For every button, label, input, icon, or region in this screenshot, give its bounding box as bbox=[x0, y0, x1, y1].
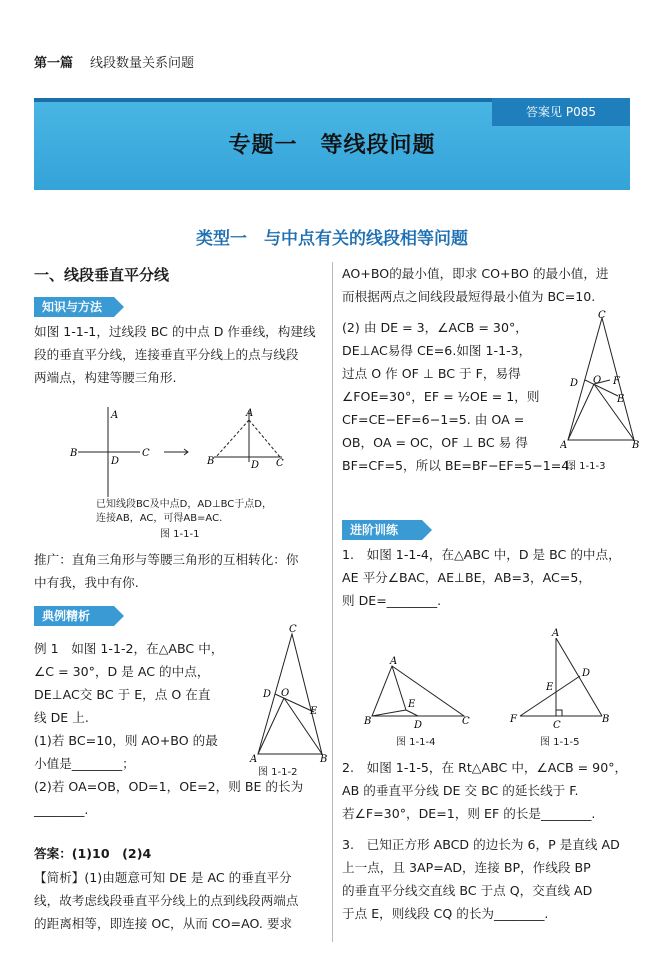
svg-text:O: O bbox=[593, 375, 602, 386]
figure-1-1-1 bbox=[64, 402, 304, 512]
header-part: 第一篇 bbox=[34, 56, 74, 71]
svg-text:A: A bbox=[552, 628, 560, 639]
svg-text:A: A bbox=[250, 754, 258, 764]
figure-1-1-1-label: 图 1-1-1 bbox=[160, 529, 200, 540]
figure-1-1-2 bbox=[248, 624, 332, 764]
svg-text:D: D bbox=[251, 460, 260, 471]
figure-1-1-5 bbox=[506, 628, 614, 732]
question-2: 2. 如图 1-1-5，在 Rt△ABC 中，∠ACB = 90°， AB 的垂直平分线 DE 交 BC 的延长线于 F. 若∠F=30°，DE=1，则 EF 的长是________. bbox=[342, 760, 628, 821]
type-title: 类型一 与中点有关的线段相等问题 bbox=[196, 229, 468, 249]
svg-text:C: C bbox=[142, 448, 150, 459]
svg-text:C: C bbox=[553, 720, 561, 731]
header-title: 线段数量关系问题 bbox=[90, 56, 195, 71]
figure-1-1-1-caption: 已知线段BC及中点D，AD⊥BC于点D， 连接AB，AC，可得AB=AC. bbox=[96, 499, 272, 524]
svg-text:E: E bbox=[408, 699, 416, 710]
svg-text:D: D bbox=[263, 689, 272, 700]
tag-example: 典例精析 bbox=[34, 606, 114, 626]
svg-text:B: B bbox=[70, 448, 78, 459]
svg-text:D: D bbox=[111, 456, 120, 467]
svg-text:B: B bbox=[320, 754, 328, 764]
svg-text:D: D bbox=[414, 720, 423, 730]
figure-1-1-4 bbox=[362, 654, 474, 730]
tag-advanced-practice: 进阶训练 bbox=[342, 520, 422, 540]
svg-text:E: E bbox=[310, 706, 318, 717]
analysis-part-2: (2) 由 DE = 3，∠ACB = 30°， DE⊥AC易得 CE=6.如图 1-1-3， 过点 O 作 OF ⊥ BC 于 F，易得 ∠FOE=30°，EF = ½OE = 1，则 CF=CE−EF=6−1=5. 由 OA = OB，OA = OC，OF ⊥ BC 易 得 BF=CF=5，所以 BE=BF−EF=5−1=4. bbox=[342, 320, 574, 473]
figure-1-1-2-label: 图 1-1-2 bbox=[258, 767, 298, 778]
svg-text:B: B bbox=[207, 456, 215, 467]
intro-text: 如图 1-1-1，过线段 BC 的中点 D 作垂线，构建线 段的垂直平分线，连接垂直平分线上的点与线段 两端点，构建等腰三角形. bbox=[34, 324, 316, 385]
column-divider bbox=[332, 262, 333, 942]
tag-knowledge-method: 知识与方法 bbox=[34, 297, 114, 317]
section-heading: 一、线段垂直平分线 bbox=[34, 266, 170, 284]
push-text: 推广：直角三角形与等腰三角形的互相转化：你 中有我，我中有你. bbox=[34, 552, 299, 590]
figure-1-1-3 bbox=[560, 310, 644, 450]
svg-text:D: D bbox=[582, 668, 591, 679]
svg-text:A: A bbox=[111, 410, 119, 421]
topic-title: 专题一 等线段问题 bbox=[228, 133, 436, 158]
svg-text:F: F bbox=[510, 714, 517, 725]
svg-text:E: E bbox=[546, 682, 554, 693]
example-analysis: 【简析】(1)由题意可知 DE 是 AC 的垂直平分 线，故考虑线段垂直平分线上的点到线段两端点 的距离相等，即连接 OC，从而 CO=AO. 要求 bbox=[34, 870, 299, 931]
svg-text:O: O bbox=[281, 688, 290, 699]
svg-text:B: B bbox=[364, 716, 372, 727]
answer-reference: 答案见 P085 bbox=[526, 105, 596, 119]
svg-text:C: C bbox=[289, 624, 297, 635]
svg-text:C: C bbox=[462, 716, 470, 727]
svg-text:A: A bbox=[390, 656, 398, 667]
svg-text:C: C bbox=[598, 310, 606, 321]
svg-text:B: B bbox=[632, 440, 640, 450]
example-answer: 答案：(1)10 (2)4 bbox=[34, 846, 152, 861]
svg-text:C: C bbox=[276, 458, 284, 469]
svg-text:E: E bbox=[617, 394, 625, 405]
svg-text:B: B bbox=[602, 714, 610, 725]
question-3: 3. 已知正方形 ABCD 的边长为 6，P 是直线 AD 上一点，且 3AP=AD，连接 BP，作线段 BP 的垂直平分线交直线 BC 于点 Q，交直线 AD 于点 E，则线段 CQ 的长为________. bbox=[342, 837, 620, 921]
figure-1-1-4-label: 图 1-1-4 bbox=[396, 737, 436, 748]
figure-1-1-5-label: 图 1-1-5 bbox=[540, 737, 580, 748]
svg-text:A: A bbox=[560, 440, 568, 450]
example-1: 例 1 如图 1-1-2，在△ABC 中， ∠C = 30°，D 是 AC 的中点， DE⊥AC交 BC 于 E，点 O 在直 线 DE 上. (1)若 BC=10，则 AO+BO 的最 小值是________； (2)若 OA=OB，OD=1，OE=2，则 BE 的长为 ________. bbox=[34, 641, 304, 817]
analysis-continued: AO+BO的最小值，即求 CO+BO 的最小值，进 而根据两点之间线段最短得最小值为 BC=10. bbox=[342, 266, 609, 304]
svg-text:A: A bbox=[246, 408, 254, 419]
figure-1-1-3-label: 图 1-1-3 bbox=[566, 461, 606, 472]
svg-text:F: F bbox=[613, 376, 620, 387]
svg-text:D: D bbox=[570, 378, 579, 389]
question-1: 1. 如图 1-1-4，在△ABC 中，D 是 BC 的中点， AE 平分∠BAC，AE⊥BE，AB=3，AC=5， 则 DE=________. bbox=[342, 547, 621, 608]
